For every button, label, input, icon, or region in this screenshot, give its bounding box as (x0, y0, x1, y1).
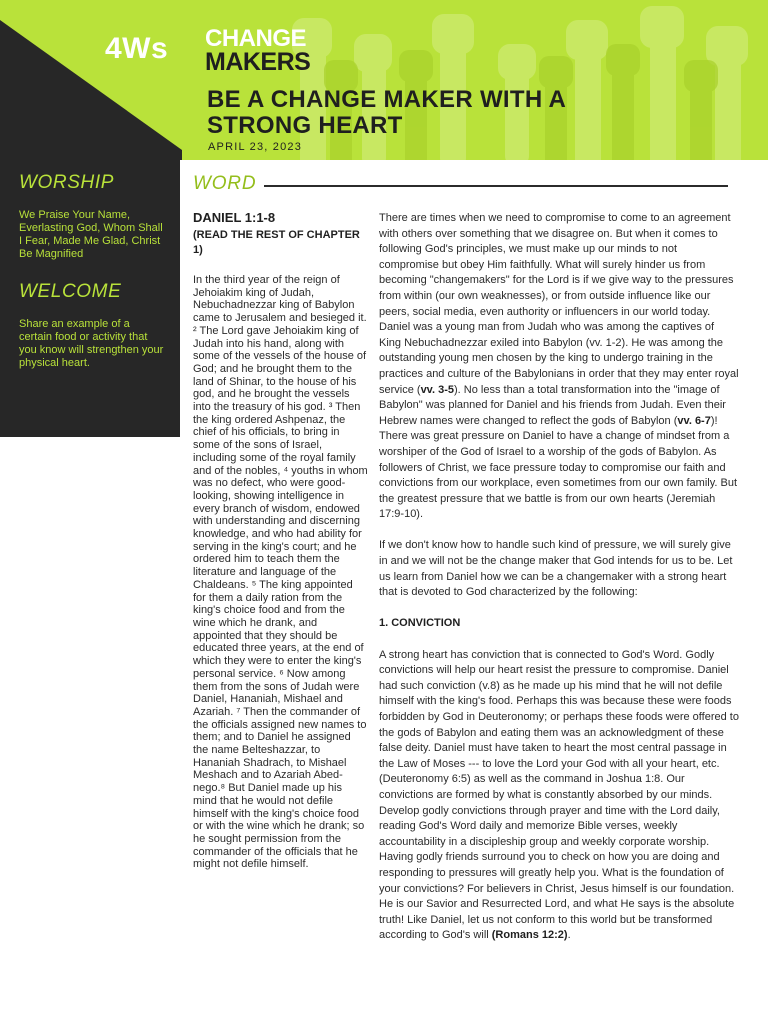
section-heading-conviction: 1. CONVICTION (379, 617, 461, 630)
page-date: APRIL 23, 2023 (208, 141, 303, 153)
scripture-reference: DANIEL 1:1-8 (193, 210, 276, 225)
brand-makers-wordmark: MAKERS (205, 48, 311, 76)
message-paragraph: A strong heart has conviction that is connected to God's Word. Godly convictions will help our heart resist the pressure to compromise. Daniel had such conviction (v.8) as he made up his mind that he will not defile himself with the king's food. Perhaps this was because these were foods forbidden by God in Deuteronomy; or perhaps these foods were offered to the gods of Babylon and eating them was an acknowledgment of these false deity. Daniel must have taken to heart the most central passage in the Law of Moses --- to love the Lord your God with all your heart, etc. (Deuteronomy 6:5) as well as the command in Joshua 1:8. Our convictions are formed by what is constantly absorbed by our minds. Develop godly convictions through prayer and time with the Lord daily, reading God's Word daily and memorize Bible verses, weekly accountability in a discipleship group and weekly corporate worship. Having godly friends surround you to check on how you are doing and responding to pressures will greatly help you. What is the foundation of your convictions? For believers in Christ, Jesus himself is our foundation. He is our Savior and Resurrected Lord, and what He says is the absolute truth! Like Daniel, let us not conform to this world but be transformed according to God's will (Romans 12:2). (379, 648, 739, 942)
welcome-prompt: Share an example of a certain food or activity that you know will strengthen your physical heart. (19, 318, 164, 369)
page-title: BE A CHANGE MAKER WITH A STRONG HEART (207, 86, 566, 139)
message-paragraph: There are times when we need to compromise to come to an agreement with others over something that we disagree on. But when it comes to following God's principles, we must make up our minds to not compromise but obey Him faithfully. What will surely hinder us from becoming "changemakers" for the Lord is if we give way to the pressures from within (our own weaknesses), or from outside influence like our peers, social media, even authority or influencers in our world today. Daniel was a young man from Judah who was among the captives of King Nebuchadnezzar exiled into Babylon (vv. 1-2). He was among the outstanding young men chosen by the king to undergo training in the practices and culture of the Babylonians in order that they may enter royal service (vv. 3-5). No less than a total transformation into the "image of Babylon" was planned for Daniel and his friends from Judah. Even their Hebrew names were changed to reflect the gods of Babylon (vv. 6-7)! There was great pressure on Daniel to have a change of mindset from a worshiper of the God of Israel to a worship of the gods of Babylon. As followers of Christ, we face pressure today to compromise our faith and convictions from our workplace, even sometimes from our own family. But the greatest pressure that we battle is from our own hearts (Jeremiah 17:9-10). (379, 212, 739, 521)
word-divider (264, 185, 728, 187)
header-banner (0, 0, 768, 160)
worship-heading: WORSHIP (19, 172, 114, 193)
brand-change-wordmark: CHANGE (205, 25, 307, 52)
scripture-reading-note: (READ THE REST OF CHAPTER 1) (193, 229, 360, 256)
scripture-passage: In the third year of the reign of Jehoiakim king of Judah, Nebuchadnezzar king of Babylon came to Jerusalem and besieged it. ² The Lord gave Jehoiakim king of Judah into his hand, along with some of the vessels of the house of God; and he brought them to the land of Shinar, to the house of his god, and he brought the vessels into the treasury of his god. ³ Then the king ordered Ashpenaz, the chief of his officials, to bring in some of the sons of Israel, including some of the royal family and of the nobles, ⁴ youths in whom was no defect, who were good-looking, showing intelligence in every branch of wisdom, endowed with understanding and discerning knowledge, and who had ability for serving in the king's court; and he ordered him to teach them the literature and language of the Chaldeans. ⁵ The king appointed for them a daily ration from the king's choice food and from the wine which he drank, and appointed that they should be educated three years, at the end of which they were to enter the king's personal service. ⁶ Now among them from the sons of Judah were Daniel, Hananiah, Mishael and Azariah. ⁷ Then the commander of the officials assigned new names to them; and to Daniel he assigned the name Belteshazzar, to Hananiah Shadrach, to Mishael Meshach and to Azariah Abed-nego.⁸ But Daniel made up his mind that he would not defile himself with the king's choice food or with the wine which he drank; so he sought permission from the commander of the officials that he might not defile himself. (193, 274, 368, 871)
brand-4ws-logo: 4Ws (105, 32, 169, 65)
scripture-column (193, 210, 368, 871)
message-paragraph: If we don't know how to handle such kind of pressure, we will surely give in and we will not be the change maker that God intends for us to be. Let us learn from Daniel how we can be a changemaker with a strong heart that is devoted to God characterized by the following: (379, 539, 733, 599)
sidebar-panel (0, 160, 180, 437)
welcome-heading: WELCOME (19, 281, 122, 302)
message-column (379, 211, 739, 960)
worship-songs: We Praise Your Name, Everlasting God, Whom Shall I Fear, Made Me Glad, Christ Be Magnified (19, 209, 163, 260)
word-heading: WORD (193, 173, 257, 194)
